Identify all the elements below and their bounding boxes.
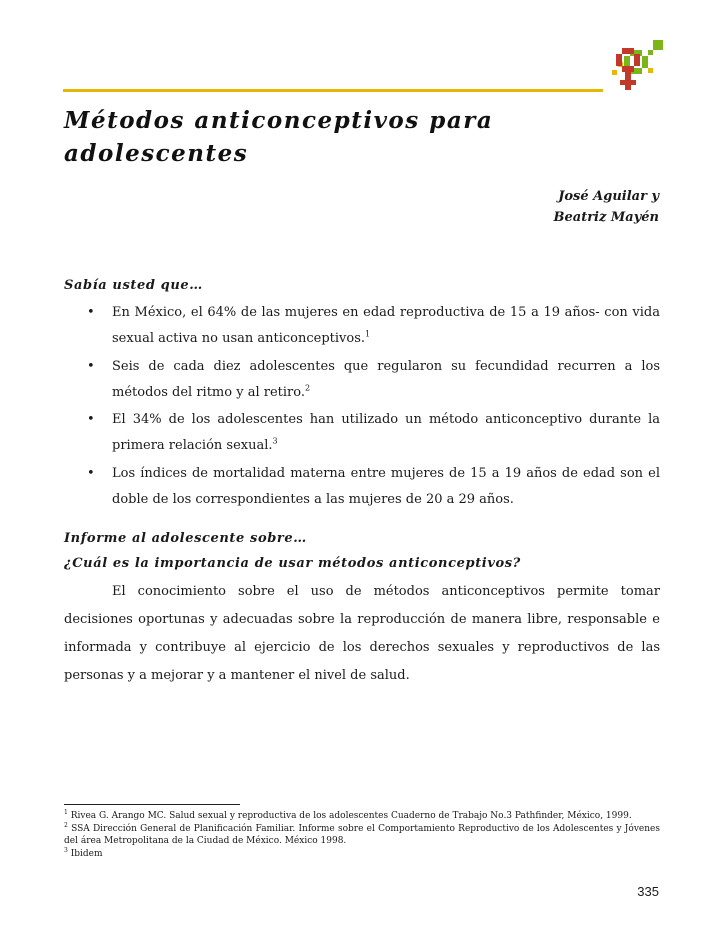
list-item (87, 300, 660, 352)
section-heading-sabia: Sabía usted que… (64, 278, 203, 293)
footnote-ref: 1 (365, 329, 371, 339)
header-rule (63, 89, 603, 92)
list-item-text: Seis de cada diez adolescentes que regularon su fecundidad recurren a los métodos del ritmo y al retiro. (112, 358, 660, 400)
footnote-ref: 2 (304, 383, 311, 393)
body-paragraph: El conocimiento sobre el uso de métodos anticonceptivos permite tomar decisiones oportunas y adecuadas sobre la reproducción de manera libre, responsable e informada y contribuye al ejercicio de los derechos sexuales y reproductivos de las personas y a mejorar y a mantener el nivel de salud. (64, 584, 660, 683)
footnotes (64, 810, 660, 860)
author-line-2: Beatriz Mayén (553, 210, 659, 225)
footnote-2 (64, 823, 660, 848)
bullet-icon: • (87, 465, 95, 481)
list-item (87, 407, 660, 459)
footnote-number: 1 (64, 809, 68, 816)
list-item-text: En México, el 64% de las mujeres en edad reproductiva de 15 a 19 años- con vida sexual activa no usan anticonceptivos. (112, 305, 660, 346)
facts-list (87, 300, 660, 514)
bullet-icon: • (87, 412, 95, 427)
list-item-text: Los índices de mortalidad materna entre mujeres de 15 a 19 años de edad son el doble de los correspondientes a las mujeres de 20 a 29 años. (112, 465, 660, 507)
page-number: 335 (637, 884, 659, 899)
bullet-icon: • (87, 305, 95, 320)
list-item (87, 461, 660, 513)
bullet-icon: • (87, 358, 95, 374)
gender-symbols-icon (604, 40, 666, 96)
page-title: Métodos anticonceptivos para adolescentes (64, 107, 494, 167)
authors (554, 186, 659, 228)
author-line-1: José Aguilar y (558, 189, 659, 204)
list-item (87, 354, 660, 406)
footnote-divider (64, 804, 240, 805)
footnote-1 (64, 810, 660, 823)
footnote-text: SSA Dirección General de Planificación Familiar. Informe sobre el Comportamiento Reproductivo de los Adolescentes y Jóvenes del área Metropolitana de la Ciudad de México. México 1998. (64, 823, 660, 846)
footnote-text: Rivea G. Arango MC. Salud sexual y reproductiva de los adolescentes Cuaderno de Trabajo No.3 Pathfinder, México, 1999. (70, 811, 632, 821)
footnote-ref: 3 (272, 436, 278, 446)
section-heading-informe: Informe al adolescente sobre… (64, 531, 307, 546)
footnote-text: Ibidem (70, 848, 103, 859)
footnote-3 (64, 848, 660, 861)
list-item-text: El 34% de los adolescentes han utilizado un método anticonceptivo durante la primera relación sexual. (112, 412, 660, 453)
footnote-number: 2 (64, 821, 68, 829)
section-subheading-importancia: ¿Cuál es la importancia de usar métodos anticonceptivos? (64, 556, 521, 571)
footnote-number: 3 (64, 846, 68, 854)
